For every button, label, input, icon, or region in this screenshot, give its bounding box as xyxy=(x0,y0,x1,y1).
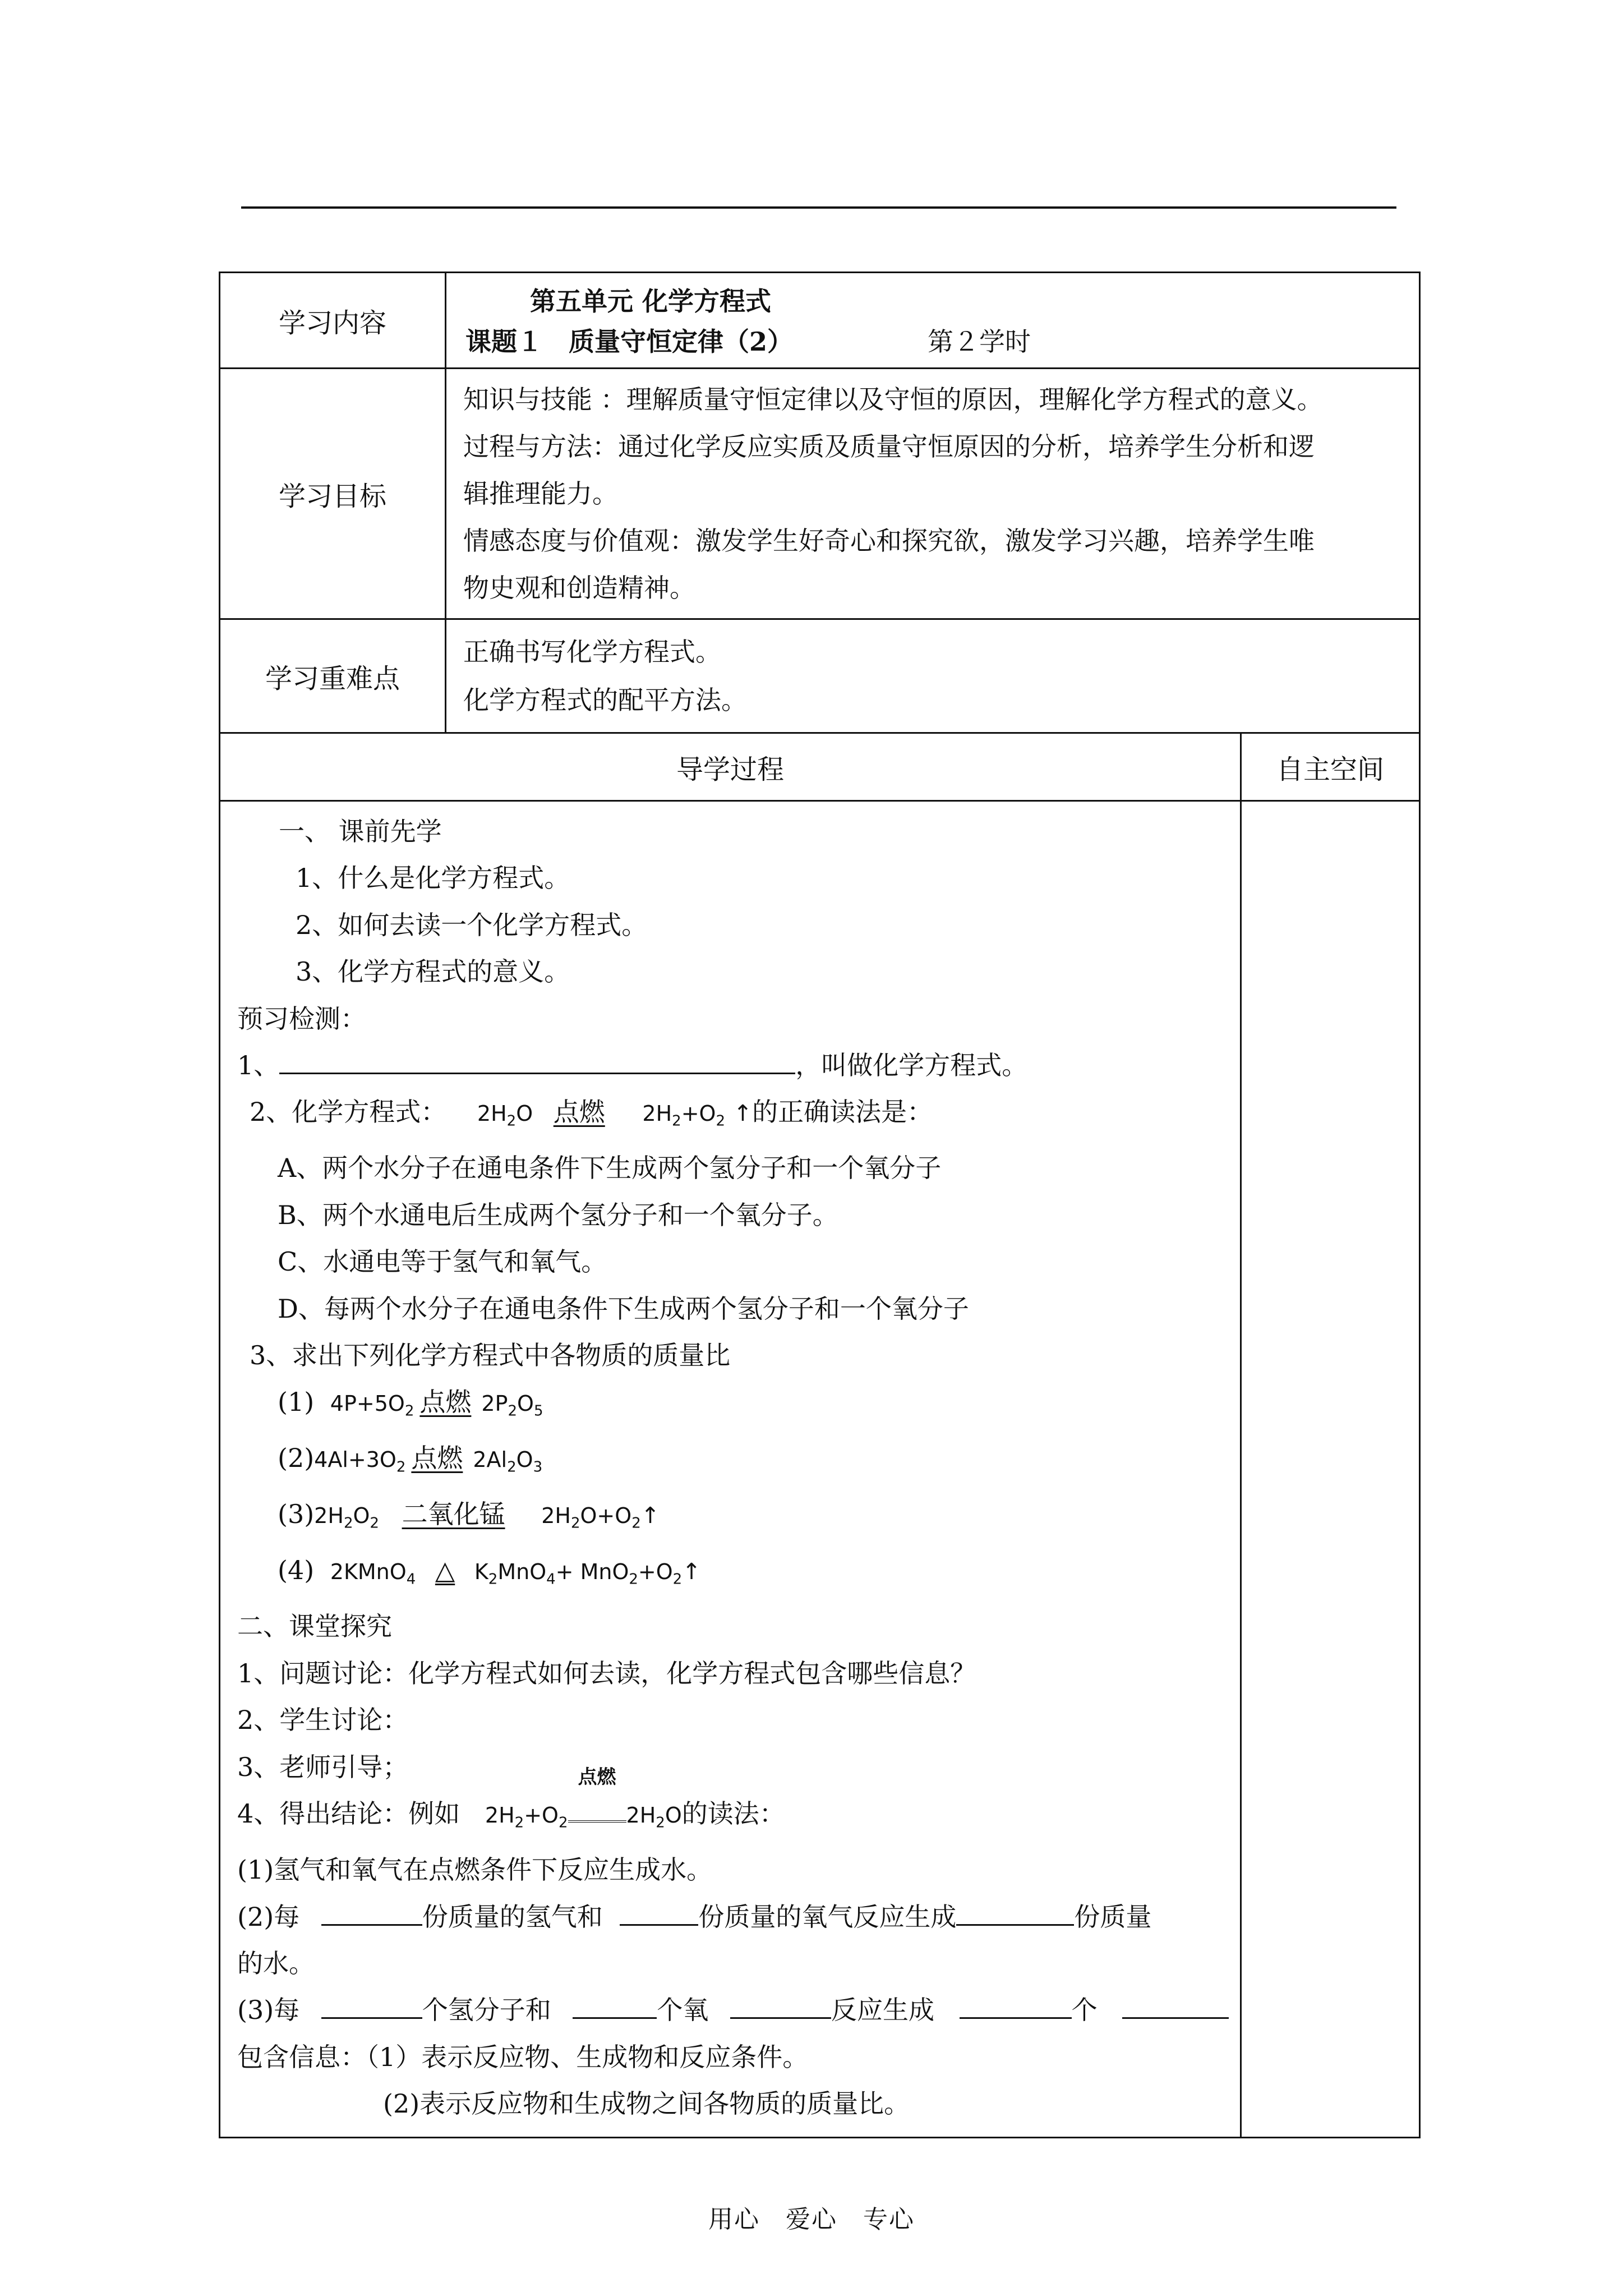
label-study-goals: 学习目标 xyxy=(220,369,446,619)
gas-arrow-icon: ↑ xyxy=(733,1101,753,1127)
option-c: C、水通电等于氢气和氧气。 xyxy=(278,1246,607,1277)
reading-1: (1)氢气和氧气在点燃条件下反应生成水。 xyxy=(237,1855,713,1885)
title-cell xyxy=(446,273,1420,369)
equation-1: (1) $4P+5O_2$ 点燃 $2P_2O_5$ xyxy=(278,1387,543,1420)
difficulties-cell xyxy=(446,619,1420,733)
difficulty-2: 化学方程式的配平方法。 xyxy=(463,685,747,715)
goal-attitude-a: 情感态度与价值观：激发学生好奇心和探究欲，激发学习兴趣，培养学生唯 xyxy=(463,526,1315,556)
question-2-equation: 2、化学方程式： $2H_2O$ 点燃 $2H_2+O_2$ ↑的正确读法是： xyxy=(237,1089,1234,1145)
period-label: 第２学时 xyxy=(928,326,1031,357)
goal-process-a: 过程与方法：通过化学反应实质及质量守恒原因的分析，培养学生分析和逻 xyxy=(463,431,1315,462)
condition-ignite: 点燃 xyxy=(553,1097,605,1128)
answer-blank xyxy=(960,1995,1072,2019)
condition-ignite-stacked: 点燃 xyxy=(568,1791,626,1837)
pre-question-1: 1、什么是化学方程式。 xyxy=(296,863,570,894)
label-study-content: 学习内容 xyxy=(220,273,446,369)
col-head-process: 导学过程 xyxy=(220,733,1241,801)
col-head-self-space: 自主空间 xyxy=(1241,733,1420,801)
info-1: 包含信息：（1）表示反应物、生成物和反应条件。 xyxy=(237,2041,809,2072)
fill-question-1: 1、 ，叫做化学方程式。 xyxy=(237,1050,1028,1081)
inquiry-3: 3、老师引导； xyxy=(237,1751,409,1782)
inquiry-2: 2、学生讨论： xyxy=(237,1705,409,1736)
reading-3: (3)每 个氢分子和 个氧 反应生成 个 xyxy=(237,1987,1234,2033)
inquiry-1: 1、问题讨论：化学方程式如何去读，化学方程式包含哪些信息？ xyxy=(237,1658,976,1688)
option-b: B、两个水通电后生成两个氢分子和一个氧分子。 xyxy=(278,1199,838,1230)
answer-blank xyxy=(573,1995,657,2019)
option-a: A、两个水分子在通电条件下生成两个氢分子和一个氧分子 xyxy=(278,1153,942,1184)
answer-blank xyxy=(321,1995,422,2019)
condition-heat: △ xyxy=(435,1555,455,1586)
gas-arrow-icon: ↑ xyxy=(640,1503,660,1529)
preview-check-heading: 预习检测： xyxy=(237,1003,366,1034)
answer-blank xyxy=(321,1902,422,1926)
lesson-title-line xyxy=(465,321,1405,362)
page-footer: 用心 爱心 专心 xyxy=(708,2205,915,2234)
goal-process-b: 辑推理能力。 xyxy=(463,478,618,509)
row-goals xyxy=(220,369,1420,619)
row-difficulties xyxy=(220,619,1420,733)
goals-cell xyxy=(446,369,1420,619)
gas-arrow-icon: ↑ xyxy=(682,1559,701,1585)
lesson-plan-table xyxy=(219,272,1421,2138)
reading-2-cont: 的水。 xyxy=(237,1948,315,1978)
answer-blank xyxy=(620,1902,698,1926)
goal-knowledge: 知识与技能 ：理解质量守恒定律以及守恒的原因，理解化学方程式的意义。 xyxy=(463,384,1323,415)
label-key-difficulties: 学习重难点 xyxy=(220,619,446,733)
process-body xyxy=(220,801,1241,2138)
answer-blank xyxy=(279,1050,795,1074)
info-2: (2)表示反应物和生成物之间各物质的质量比。 xyxy=(383,2088,910,2119)
pre-question-3: 3、化学方程式的意义。 xyxy=(296,956,570,987)
section-pre-study: 一、 课前先学 xyxy=(279,816,442,846)
difficulty-1: 正确书写化学方程式。 xyxy=(463,637,721,667)
pre-question-2: 2、如何去读一个化学方程式。 xyxy=(296,909,648,940)
equation-4: (4) 2KMnO$_4$ △ $K_2MnO_4+$ $MnO_2+O_2↑$ xyxy=(237,1547,1234,1603)
condition-catalyst: 二氧化锰 xyxy=(402,1499,505,1530)
unit-title: 第五单元 化学方程式 xyxy=(530,286,772,316)
equation-2: $(2)4Al+3O_2$ 点燃 $2Al_2O_3$ xyxy=(278,1443,543,1476)
row-content xyxy=(220,273,1420,369)
row-column-headers xyxy=(220,733,1420,801)
section-class-inquiry: 二、课堂探究 xyxy=(237,1611,392,1642)
reading-2: (2)每 份质量的氢气和 份质量的氧气反应生成 份质量 xyxy=(237,1901,1152,1932)
answer-blank xyxy=(730,1995,831,2019)
row-body xyxy=(220,801,1420,2138)
answer-blank xyxy=(1122,1995,1229,2019)
goal-attitude-b: 物史观和创造精神。 xyxy=(463,573,695,603)
self-space-cell xyxy=(1241,801,1420,2138)
option-d: D、每两个水分子在通电条件下生成两个氢分子和一个氧分子 xyxy=(278,1293,969,1324)
inquiry-4: 4、得出结论：例如 $2H_2+O_2$ 点燃 $2H_2O$的读法： xyxy=(237,1791,1234,1847)
lesson-title: 课题１ 质量守恒定律（2） xyxy=(465,326,794,357)
header-rule xyxy=(241,206,1396,209)
answer-blank xyxy=(956,1902,1074,1926)
equation-3: $(3)2H_2O_2$ 二氧化锰 $2H_2O+O_2↑$ xyxy=(237,1491,1234,1547)
question-3-heading: 3、求出下列化学方程式中各物质的质量比 xyxy=(250,1340,731,1371)
